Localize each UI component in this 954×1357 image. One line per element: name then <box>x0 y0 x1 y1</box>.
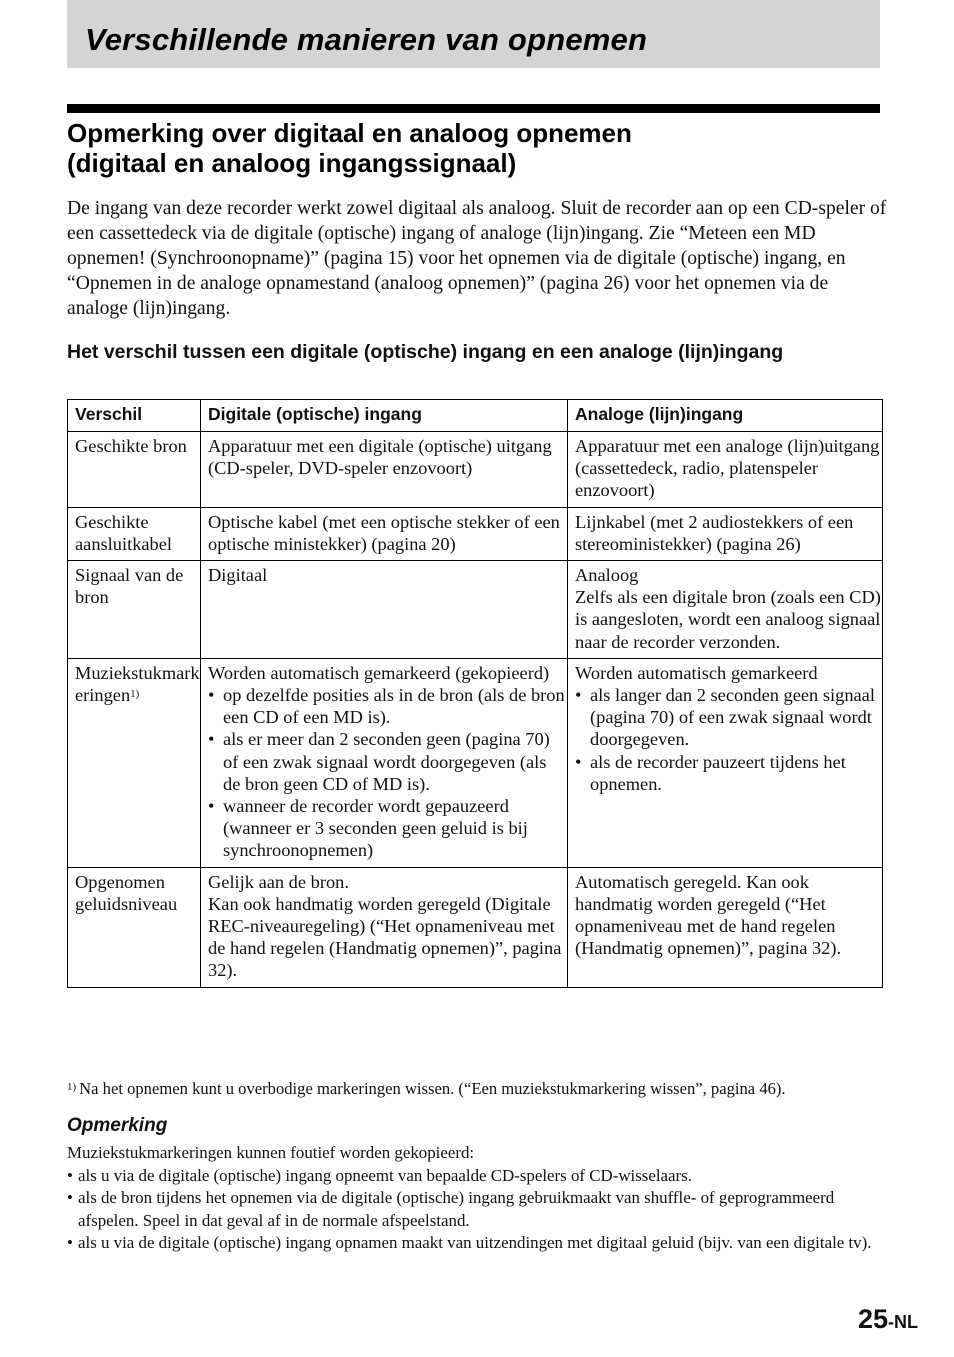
column-header: Verschil <box>68 400 201 432</box>
page-number-value: 25 <box>858 1304 889 1334</box>
list-item: • als langer dan 2 seconden geen signaal (pagina 70) of een zwak signaal wordt doorgegeven. <box>575 684 882 751</box>
table-header-row <box>68 400 883 432</box>
digital-cell: Apparatuur met een digitale (optische) uitgang (CD-speler, DVD-speler enzovoort) <box>201 432 568 508</box>
analog-cell <box>568 561 883 659</box>
table-row <box>68 658 883 867</box>
list-item: • als er meer dan 2 seconden geen (pagina 70) of een zwak signaal wordt doorgegeven (als de bron geen CD of MD is). <box>208 728 567 795</box>
row-label-text: Muziekstukmarkeringen <box>75 662 200 706</box>
intro-paragraph: De ingang van deze recorder werkt zowel digitaal als analoog. Sluit de recorder aan op een CD-speler of een cassettedeck via de digitale (optische) ingang of analoge (lijn)ingang. Zie “Meteen een MD opnemen! (Synchroonopname)” (pagina 15) voor het opnemen via de digitale (optische) ingang, en “Opnemen in de analoge opnamestand (analoog opnemen)” (pagina 26) voor het opnemen via de analoge (lijn)ingang. <box>67 198 887 319</box>
row-label <box>68 658 201 867</box>
footnote-ref: 1) <box>130 688 140 701</box>
list-item: • als de recorder pauzeert tijdens het opnemen. <box>575 751 882 795</box>
table-row <box>68 867 883 987</box>
chapter-header <box>67 0 880 68</box>
list-item: • als de bron tijdens het opnemen via de digitale (optische) ingang gebruikmaakt van shuffle- of geprogrammeerd afspelen. Speel in dat geval af in de normale afspeelstand. <box>67 1187 897 1232</box>
section-title-line: Opmerking over digitaal en analoog opnemen <box>67 118 632 148</box>
bullet-list <box>575 684 882 795</box>
cell-line: Analoog <box>575 565 639 586</box>
note-body <box>67 1142 897 1255</box>
list-item: • wanneer de recorder wordt gepauzeerd (wanneer er 3 seconden geen geluid is bij synchroonopnemen) <box>208 795 567 862</box>
analog-cell: Lijnkabel (met 2 audiostekkers of een stereoministekker) (pagina 26) <box>568 507 883 560</box>
row-label: Opgenomen geluidsniveau <box>68 867 201 987</box>
column-header: Analoge (lijn)ingang <box>568 400 883 432</box>
row-label: Geschikte aansluitkabel <box>68 507 201 560</box>
analog-cell: Apparatuur met een analoge (lijn)uitgang (cassettedeck, radio, platenspeler enzovoort) <box>568 432 883 508</box>
cell-line: Gelijk aan de bron. <box>208 871 349 892</box>
cell-line: Zelfs als een digitale bron (zoals een CD) is aangesloten, wordt een analoog signaal naar de recorder verzonden. <box>575 587 881 652</box>
page-number-suffix: -NL <box>888 1312 919 1332</box>
digital-cell <box>201 867 568 987</box>
comparison-table <box>67 399 883 988</box>
note-intro: Muziekstukmarkeringen kunnen foutief worden gekopieerd: <box>67 1143 475 1162</box>
list-item: • op dezelfde posities als in de bron (als de bron een CD of een MD is). <box>208 684 567 728</box>
section-title <box>67 118 907 178</box>
page-number <box>858 1302 918 1339</box>
table-row <box>68 432 883 508</box>
cell-intro: Worden automatisch gemarkeerd <box>575 662 818 683</box>
chapter-title: Verschillende manieren van opnemen <box>85 22 648 57</box>
analog-cell: Automatisch geregeld. Kan ook handmatig worden geregeld (“Het opnameniveau met de hand regelen (Handmatig opnemen)”, pagina 32). <box>568 867 883 987</box>
bullet-list <box>208 684 567 862</box>
footnote-marker: 1) <box>67 1081 77 1093</box>
analog-cell <box>568 658 883 867</box>
list-item: • als u via de digitale (optische) ingang opneemt van bepaalde CD-spelers of CD-wisselaars. <box>67 1165 897 1188</box>
note-list <box>67 1165 897 1255</box>
note-title: Opmerking <box>67 1115 168 1136</box>
digital-cell <box>201 658 568 867</box>
footnote-text: Na het opnemen kunt u overbodige markeringen wissen. (“Een muziekstukmarkering wissen”, pagina 46). <box>79 1079 786 1098</box>
list-item: • als u via de digitale (optische) ingang opnamen maakt van uitzendingen met digitaal geluid (bijv. van een digitale tv). <box>67 1232 897 1255</box>
table-row <box>68 561 883 659</box>
table-row <box>68 507 883 560</box>
digital-cell: Digitaal <box>201 561 568 659</box>
cell-line: Kan ook handmatig worden geregeld (Digitale REC-niveauregeling) (“Het opnameniveau met de hand regelen (Handmatig opnemen)”, pagina 32). <box>208 893 562 981</box>
section-title-line: (digitaal en analoog ingangssignaal) <box>67 148 517 178</box>
cell-intro: Worden automatisch gemarkeerd (gekopieerd) <box>208 662 550 683</box>
row-label: Geschikte bron <box>68 432 201 508</box>
section-rule <box>67 104 880 113</box>
column-header: Digitale (optische) ingang <box>201 400 568 432</box>
digital-cell: Optische kabel (met een optische stekker of een optische ministekker) (pagina 20) <box>201 507 568 560</box>
subsection-title: Het verschil tussen een digitale (optische) ingang en een analoge (lijn)ingang <box>67 341 784 363</box>
footnote <box>67 1078 897 1100</box>
row-label: Signaal van de bron <box>68 561 201 659</box>
